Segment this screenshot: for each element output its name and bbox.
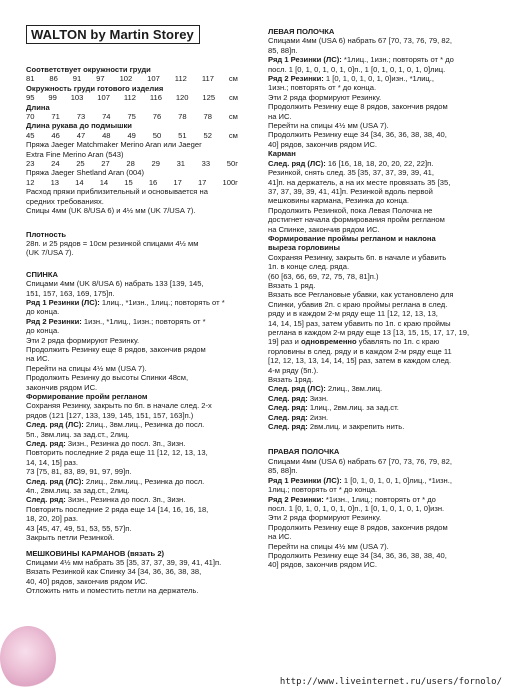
value-cell: 49 <box>127 130 136 140</box>
row-label: След. ряд: <box>26 439 66 449</box>
row-label: След. ряд: <box>268 403 308 413</box>
value-cell: 102 <box>119 74 133 84</box>
pocket-line-5: мешковины кармана, Резинка до конца. <box>268 196 410 206</box>
row-label: След. ряд (ЛС): <box>268 384 326 394</box>
value-cell: 112 <box>123 93 136 103</box>
watermark-flower-icon <box>0 626 56 690</box>
rf-line-4b: на ИС. <box>268 532 292 542</box>
neck-row-19 <box>268 422 504 431</box>
lf-line-6b: 40] рядов, закончив рядом ИС. <box>268 139 377 149</box>
neck-line-13: 4-м ряду (5п.). <box>268 365 319 375</box>
row-label: След. ряд (ЛС): <box>268 158 326 168</box>
lf-line-1a: Спицами 4мм (USA 6) набрать 67 [70, 73, 76, 79, 82, <box>268 36 452 46</box>
neck-line-12: [12, 12, 13, 13, 14, 14, 15] раз, затем в каждом след. <box>268 356 452 366</box>
neck-line-9: реглана в каждом 2-м ряду еще 13 [13, 15, 15, 17, 17, 19, <box>268 328 470 337</box>
row-text: 2вм.лиц. и закрепить нить. <box>307 422 405 432</box>
row-label: След. ряд: <box>268 412 308 422</box>
pocket-line-4: 37, 37, 39, 39, 41, 41]п. Резинкой вдоль первой <box>268 186 433 196</box>
neck-row-18 <box>268 413 504 422</box>
value-cell: 45 <box>26 130 35 140</box>
pocket-line-2: Резинкой, снять след. 35 [35, 37, 37, 39, 39, 41, <box>268 168 434 178</box>
neck-line-11: горловины в след. ряду и в каждом 2-м ряду еще 11 <box>268 346 452 356</box>
pockets-line-4: Отложить нить и поместить петли на держатель. <box>26 586 199 596</box>
unit-cell: 50г <box>226 159 238 169</box>
raglan-heading: Формирование пройм регланом <box>26 392 148 401</box>
lf-line-6a: Продолжить Резинку еще 34 [34, 36, 36, 38, 38, 40, <box>268 130 447 140</box>
gauge-line-2: (UK 7/USA 7). <box>26 248 74 258</box>
rf-line-3: Эти 2 ряда формируют Резинку. <box>268 513 382 523</box>
row-text: 1лиц., *1изн., 1лиц.; повторять от * <box>99 297 225 307</box>
unit-cell: см <box>228 130 238 140</box>
rf-line-4a: Продолжить Резинку еще 8 рядов, закончив рядом <box>268 522 448 532</box>
row-label: След. ряд (ЛС): <box>26 420 84 430</box>
value-cell: 27 <box>101 159 110 169</box>
note-line-2: средних требованиях. <box>26 196 104 206</box>
row-text: 3изн. <box>307 393 329 403</box>
rf-rib-row-2-cont: посл. 1 [0, 1, 0, 1, 0, 1, 0]п., 1 [0, 1, 0, 1, 0, 1, 0]изн. <box>268 503 445 513</box>
back-line-4a: Продолжить Резинку еще 8 рядов, закончив рядом <box>26 344 206 354</box>
back-rib-row-2 <box>26 317 264 326</box>
rf-rib-row-1-cont: 1лиц.; повторять от * до конца. <box>268 485 378 495</box>
pocket-line-6: Продолжить Резинкой, пока Левая Полочка не <box>268 205 433 215</box>
back-line-1: Спицами 4мм (UK 8/USA 6) набрать 133 [139, 145, <box>26 279 204 289</box>
length-header: Длина <box>26 102 50 112</box>
row-label: Ряд 2 Резинки: <box>26 316 82 326</box>
row-label: След. ряд: <box>268 422 308 432</box>
neck-line-5: Вязать все Реглановые убавки, как установлено для <box>268 290 454 300</box>
value-cell: 78 <box>203 112 212 122</box>
unit-cell: 100г <box>222 177 238 187</box>
lf-line-3: Эти 2 ряда формируют Резинку. <box>268 92 382 102</box>
lf-line-5: Перейти на спицы 4½ мм (USA 7). <box>268 121 389 131</box>
yarn-1-line-b: Extra Fine Merino Aran (543) <box>26 149 124 159</box>
value-cell: 120 <box>175 93 189 103</box>
row-text: 3изн., Резинка до посл. 3п., 3изн. <box>65 439 186 449</box>
value-cell: 23 <box>26 159 35 169</box>
neck-heading-2: выреза горловины <box>268 243 340 253</box>
value-cell: 50 <box>152 130 162 140</box>
sleeve-row <box>26 131 238 140</box>
value-cell: 12 <box>26 177 35 187</box>
rf-rib-row-2 <box>268 495 504 504</box>
value-cell: 73 <box>76 112 86 122</box>
length-row <box>26 112 238 121</box>
back-line-2: 151, 157, 163, 169, 175]п. <box>26 288 115 298</box>
right-front-heading: ПРАВАЯ ПОЛОЧКА <box>268 447 340 457</box>
row-label: Ряд 1 Резинки (ЛС): <box>268 55 342 65</box>
rf-line-6a: Продолжить Резинку еще 34 [34, 36, 36, 38, 38, 40, <box>268 550 447 560</box>
value-cell: 25 <box>76 159 85 169</box>
value-cell: 71 <box>51 112 60 122</box>
value-cell: 107 <box>147 74 160 84</box>
lf-line-4b: на ИС. <box>268 111 292 121</box>
pocket-line-8: на Спинке, закончив рядом ИС. <box>268 224 380 234</box>
back-rib-row-1-cont: до конца. <box>26 307 60 317</box>
neck-line-6: Спинки, убавив 2п. с краю проймы реглана в след. <box>268 299 448 309</box>
row-label: Ряд 1 Резинки (ЛС): <box>268 475 342 485</box>
unit-cell: см <box>228 74 238 84</box>
neck-line-3: (60 [63, 66, 69, 72, 75, 78, 81]п.) <box>268 271 379 281</box>
row-text: 3изн., Резинка до посл. 3п., 3изн. <box>65 495 186 505</box>
value-cell: 75 <box>127 112 136 122</box>
yarn-1-line-a: Пряжа Jaeger Matchmaker Merino Aran или Jaeger <box>26 140 202 150</box>
pockets-line-2: Вязать Резинкой как Спинку 34 [34, 36, 36, 38, 38, <box>26 567 202 577</box>
pocket-row-1 <box>268 159 504 168</box>
neck-line-10 <box>268 337 504 346</box>
row-label: След. ряд: <box>26 495 66 505</box>
raglan-line-4a: Повторить последние 2 ряда еще 11 [12, 12, 13, 13, <box>26 448 208 458</box>
row-text: *1лиц., 1изн.; повторять от * до <box>341 55 454 65</box>
value-cell: 112 <box>174 74 187 84</box>
value-cell: 91 <box>72 74 82 84</box>
row-text: 2лиц., 3вм.лиц. <box>325 384 383 394</box>
raglan-row-6 <box>26 477 264 486</box>
raglan-row-2 <box>26 420 264 429</box>
gauge-line-1: 28п. и 25 рядов = 10см резинкой спицами 4½ мм <box>26 238 199 248</box>
value-cell: 52 <box>203 130 212 140</box>
back-line-4b: на ИС. <box>26 354 50 364</box>
raglan-line-1b: рядов (121 [127, 133, 139, 145, 151, 157, 163]п.) <box>26 410 194 420</box>
value-cell: 17 <box>197 177 207 187</box>
value-cell: 76 <box>152 112 162 122</box>
raglan-row-7 <box>26 495 264 504</box>
neck-line-8: 14, 14, 15] раз, затем убавить по 1п. с краю проймы <box>268 318 451 328</box>
rf-line-5: Перейти на спицы 4½ мм (USA 7). <box>268 541 389 551</box>
value-cell: 116 <box>149 93 162 103</box>
back-line-5: Перейти на спицы 4½ мм (USA 7). <box>26 363 147 373</box>
neck-row-16 <box>268 394 504 403</box>
raglan-line-8b: 18, 20, 20] раз. <box>26 514 78 524</box>
value-cell: 117 <box>201 74 214 84</box>
value-cell: 17 <box>173 177 182 187</box>
row-label: След. ряд: <box>268 393 308 403</box>
value-cell: 107 <box>97 93 110 103</box>
back-rib-row-1 <box>26 298 264 307</box>
lf-rib-row-2 <box>268 74 504 83</box>
row-text: 2изн. <box>307 412 329 422</box>
left-front-heading: ЛЕВАЯ ПОЛОЧКА <box>268 27 335 36</box>
neck-row-15 <box>268 384 504 393</box>
neck-line-7: ряду и в каждом 2-м ряду еще 11 [12, 12, 13, 13, <box>268 309 438 319</box>
value-cell: 74 <box>102 112 111 122</box>
yarn-2-line: Пряжа Jaeger Shetland Aran (004) <box>26 168 144 178</box>
raglan-line-9: 43 [45, 47, 49, 51, 53, 55, 57]п. <box>26 523 132 533</box>
left-column <box>26 25 264 596</box>
raglan-line-1a: Сохраняя Резинку, закрыть по 6п. в начале след. 2-х <box>26 401 212 411</box>
row-text: 1 [0, 1, 0, 1, 0, 1, 0]лиц., *1изн., <box>341 475 452 485</box>
row-text: 2лиц., 3вм.лиц., Резинка до посл. <box>83 420 205 430</box>
note-line-1: Расход пряжи приблизительный и основывается на <box>26 187 208 197</box>
raglan-row-3 <box>26 439 264 448</box>
back-line-6b: закончив рядом ИС. <box>26 382 98 392</box>
value-cell: 99 <box>48 93 57 103</box>
pocket-line-7: достигнет начала формирования пройм регланом <box>268 215 445 225</box>
rf-line-6b: 40] рядов, закончив рядом ИС. <box>268 560 377 570</box>
value-cell: 13 <box>50 177 60 187</box>
back-line-3: Эти 2 ряда формируют Резинку. <box>26 335 140 345</box>
value-cell: 51 <box>178 130 187 140</box>
raglan-line-4b: 14, 14, 15] раз. <box>26 457 78 467</box>
neck-row-17 <box>268 403 504 412</box>
value-cell: 16 <box>148 177 158 187</box>
value-cell: 81 <box>26 74 35 84</box>
raglan-row-6-cont: 4п., 2вм.лиц. за зад.ст., 2лиц. <box>26 486 130 496</box>
lf-rib-row-1 <box>268 55 504 64</box>
rf-rib-row-1 <box>268 476 504 485</box>
row-text: 16 [16, 18, 18, 20, 20, 22, 22]п. <box>325 158 434 168</box>
line-text: убавлять по 1п. с краю <box>356 337 440 347</box>
rf-line-1b: 85, 88]п. <box>268 466 298 476</box>
neck-line-14: Вязать 1ряд. <box>268 375 314 385</box>
sizes-row <box>26 74 238 83</box>
value-cell: 14 <box>75 177 84 187</box>
lf-rib-row-2-cont: 1изн.; повторять от * до конца. <box>268 83 377 93</box>
pockets-line-1: Спицами 4½ мм набрать 35 [35, 37, 37, 39, 39, 41, 41]п. <box>26 557 222 567</box>
value-cell: 31 <box>176 159 186 169</box>
page-title: WALTON by Martin Storey <box>26 25 200 44</box>
row-text: *1изн., 1лиц.; повторять от * до <box>323 494 436 504</box>
pocket-line-3: 41]п. на держатель, а на их месте провязать 35 [35, <box>268 177 451 187</box>
finished-row <box>26 93 238 102</box>
value-cell: 46 <box>51 130 60 140</box>
value-cell: 48 <box>102 130 111 140</box>
value-cell: 15 <box>124 177 133 187</box>
unit-cell: см <box>228 93 238 103</box>
value-cell: 95 <box>26 93 35 103</box>
footer-url[interactable]: http://www.liveinternet.ru/users/fornolo/ <box>279 677 502 687</box>
value-cell: 14 <box>99 177 109 187</box>
value-cell: 28 <box>126 159 135 169</box>
row-text: 1 [0, 1, 0, 1, 0, 1, 0]изн., *1лиц., <box>323 74 435 84</box>
value-cell: 29 <box>151 159 160 169</box>
line-text: 19] раз и <box>268 337 301 347</box>
neck-heading-1: Формирование проймы регланом и наклона <box>268 233 436 243</box>
value-cell: 125 <box>202 93 216 103</box>
rf-line-1a: Спицами 4мм (USA 6) набрать 67 [70, 73, 76, 79, 82, <box>268 456 452 466</box>
raglan-line-10: Закрыть петли Резинкой. <box>26 533 115 543</box>
neck-line-4: Вязать 1 ряд. <box>268 280 316 290</box>
right-column <box>268 27 504 570</box>
row-text: 2лиц., 2вм.лиц., Резинка до посл. <box>83 476 205 486</box>
lf-line-1b: 85, 88]п. <box>268 45 298 55</box>
raglan-line-8a: Повторить последние 2 ряда еще 14 [14, 16, 16, 18, <box>26 504 209 514</box>
pocket-heading: Карман <box>268 149 296 159</box>
value-cell: 70 <box>26 112 35 122</box>
row-label: Ряд 1 Резинки (ЛС): <box>26 297 100 307</box>
row-label: Ряд 2 Резинки: <box>268 494 324 504</box>
sizes-header: Соответствует окружности груди <box>26 65 151 74</box>
back-rib-row-2-cont: до конца. <box>26 326 60 336</box>
yarn-2-row <box>26 178 238 187</box>
pockets-heading: МЕШКОВИНЫ КАРМАНОВ (вязать 2) <box>26 548 165 558</box>
value-cell: 97 <box>96 74 105 84</box>
finished-header: Окружность груди готового изделия <box>26 83 164 93</box>
value-cell: 24 <box>51 159 60 169</box>
back-heading: СПИНКА <box>26 269 59 279</box>
gauge-heading: Плотность <box>26 229 67 239</box>
yarn-1-row <box>26 159 238 168</box>
raglan-line-5: 73 [75, 81, 83, 89, 91, 97, 99]п. <box>26 467 132 477</box>
value-cell: 103 <box>70 93 84 103</box>
unit-cell: см <box>228 112 238 122</box>
neck-line-2: 1п. в конце след. ряда. <box>268 262 350 272</box>
value-cell: 33 <box>201 159 211 169</box>
row-label: След. ряд (ЛС): <box>26 476 84 486</box>
value-cell: 78 <box>178 112 187 122</box>
row-text: 1изн., *1лиц., 1изн.; повторять от * <box>81 316 206 326</box>
row-label: Ряд 2 Резинки: <box>268 74 324 84</box>
lf-rib-row-1-cont: посл. 1 [0, 1, 0, 1, 0, 1, 0]п., 1 [0, 1, 0, 1, 0, 1, 0]лиц. <box>268 64 446 74</box>
value-cell: 47 <box>76 130 86 140</box>
lf-line-4a: Продолжить Резинку еще 8 рядов, закончив рядом <box>268 102 448 112</box>
neck-line-1: Сохраняя Резинку, закрыть 6п. в начале и убавить <box>268 252 447 262</box>
row-text: 1лиц., 2вм.лиц. за зад.ст. <box>307 403 399 413</box>
pockets-line-3: 40, 40] рядов, закончив рядом ИС. <box>26 576 148 586</box>
needles-line: Спицы 4мм (UK 8/USA 6) и 4½ мм (UK 7/USA 7). <box>26 206 196 216</box>
raglan-row-2-cont: 5п., 3вм.лиц. за зад.ст., 2лиц. <box>26 429 130 439</box>
value-cell: 86 <box>49 74 58 84</box>
sleeve-header: Длина рукава до подмышки <box>26 121 132 131</box>
back-line-6a: Продолжить Резинку до высоты Спинки 48см, <box>26 373 189 383</box>
line-emphasis: одновременно <box>300 337 357 347</box>
